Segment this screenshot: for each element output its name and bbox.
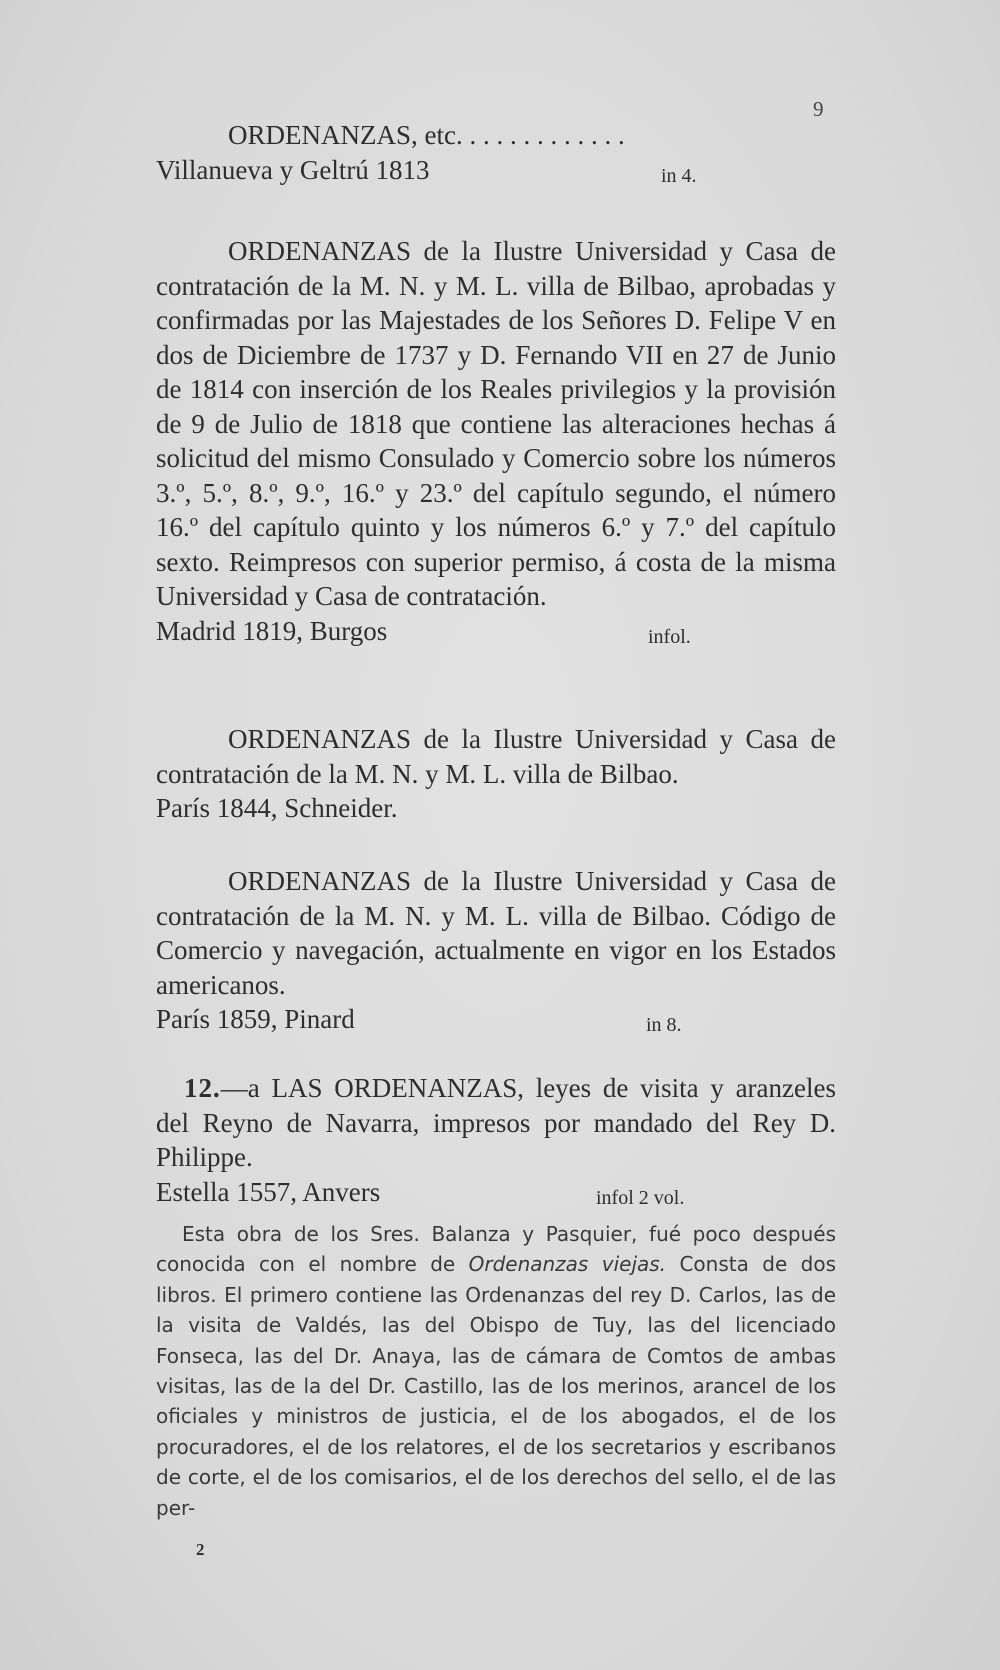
- entry-description: ORDENANZAS de la Ilustre Universidad y Casa de contratación de la M. N. y M. L. villa de Bilbao. Código de Comercio y navegación, actualmente en vigor en los Estados americanos.: [156, 866, 836, 1000]
- entry-imprint: Madrid 1819, Burgos: [156, 615, 388, 646]
- entry-format: infol 2 vol.: [596, 1186, 685, 1209]
- entry-imprint-line: [156, 153, 836, 187]
- catalog-entry: [156, 1071, 836, 1209]
- entry-number: 12.: [184, 1073, 221, 1103]
- entry-title: ORDENANZAS, etc. . . . . . . . . . . . .: [228, 120, 625, 150]
- signature-mark: 2: [196, 1540, 205, 1559]
- entry-imprint-line: [156, 791, 836, 825]
- entry-imprint-line: [156, 614, 836, 648]
- catalog-entry: [156, 864, 836, 1036]
- entry-text: —a LAS ORDENANZAS, leyes de visita y aranzeles del Reyno de Navarra, impresos por mandado del Rey D. Philippe.: [156, 1073, 836, 1172]
- note-text: Esta obra de los Sres. Balanza y Pasquier, fué poco después conocida con el nombre de: [156, 1222, 836, 1277]
- entry-imprint-line: [156, 1175, 836, 1209]
- entry-imprint: Villanueva y Geltrú 1813: [156, 154, 430, 185]
- entry-imprint-line: [156, 1002, 836, 1036]
- note-emphasis: Ordenanzas viejas.: [468, 1252, 667, 1277]
- catalog-entry: [156, 118, 836, 187]
- entry-format: in 8.: [646, 1014, 682, 1036]
- catalog-entry: [156, 722, 836, 825]
- entry-imprint: París 1844, Schneider.: [156, 793, 398, 823]
- entry-description: ORDENANZAS de la Ilustre Universidad y Casa de contratación de la M. N. y M. L. villa de Bilbao, aprobadas y confirmadas por las Majestades de los Señores D. Felipe V en dos de Diciembre de 1737 y D. Fernando VII en 27 de Junio de 1814 con inserción de los Reales privilegios y la provisión de 9 de Julio de 1818 que contiene las alteraciones hechas á solicitud del mismo Consulado y Comercio sobre los números 3.º, 5.º, 8.º, 9.º, 16.º y 23.º del capítulo segundo, el número 16.º del capítulo quinto y los números 6.º y 7.º del capítulo sexto. Reimpresos con superior permiso, á costa de la misma Universidad y Casa de contratación.: [156, 236, 836, 611]
- entry-description: [156, 1071, 836, 1175]
- entry-format: in 4.: [661, 164, 697, 187]
- page-number: 9: [813, 97, 824, 121]
- catalog-entry: [156, 234, 836, 648]
- entry-description: ORDENANZAS de la Ilustre Universidad y Casa de contratación de la M. N. y M. L. villa de Bilbao.: [156, 724, 836, 789]
- entry-imprint: París 1859, Pinard: [156, 1004, 355, 1034]
- entry-imprint: Estella 1557, Anvers: [156, 1176, 381, 1207]
- entry-note: [156, 1219, 836, 1523]
- note-text-continued: Consta de dos libros. El primero contiene las Ordenanzas del rey D. Carlos, las de la visita de Valdés, las del Obispo de Tuy, las del licenciado Fonseca, las del Dr. Anaya, las de cámara de Comtos de ambas visitas, las de la del Dr. Castillo, las de los merinos, arancel de los oficiales y ministros de justicia, el de los abogados, el de los procuradores, el de los relatores, el de los secretarios y escribanos de corte, el de los comisarios, el de los derechos del sello, el de las per-: [156, 1252, 836, 1520]
- entry-format: infol.: [648, 625, 691, 648]
